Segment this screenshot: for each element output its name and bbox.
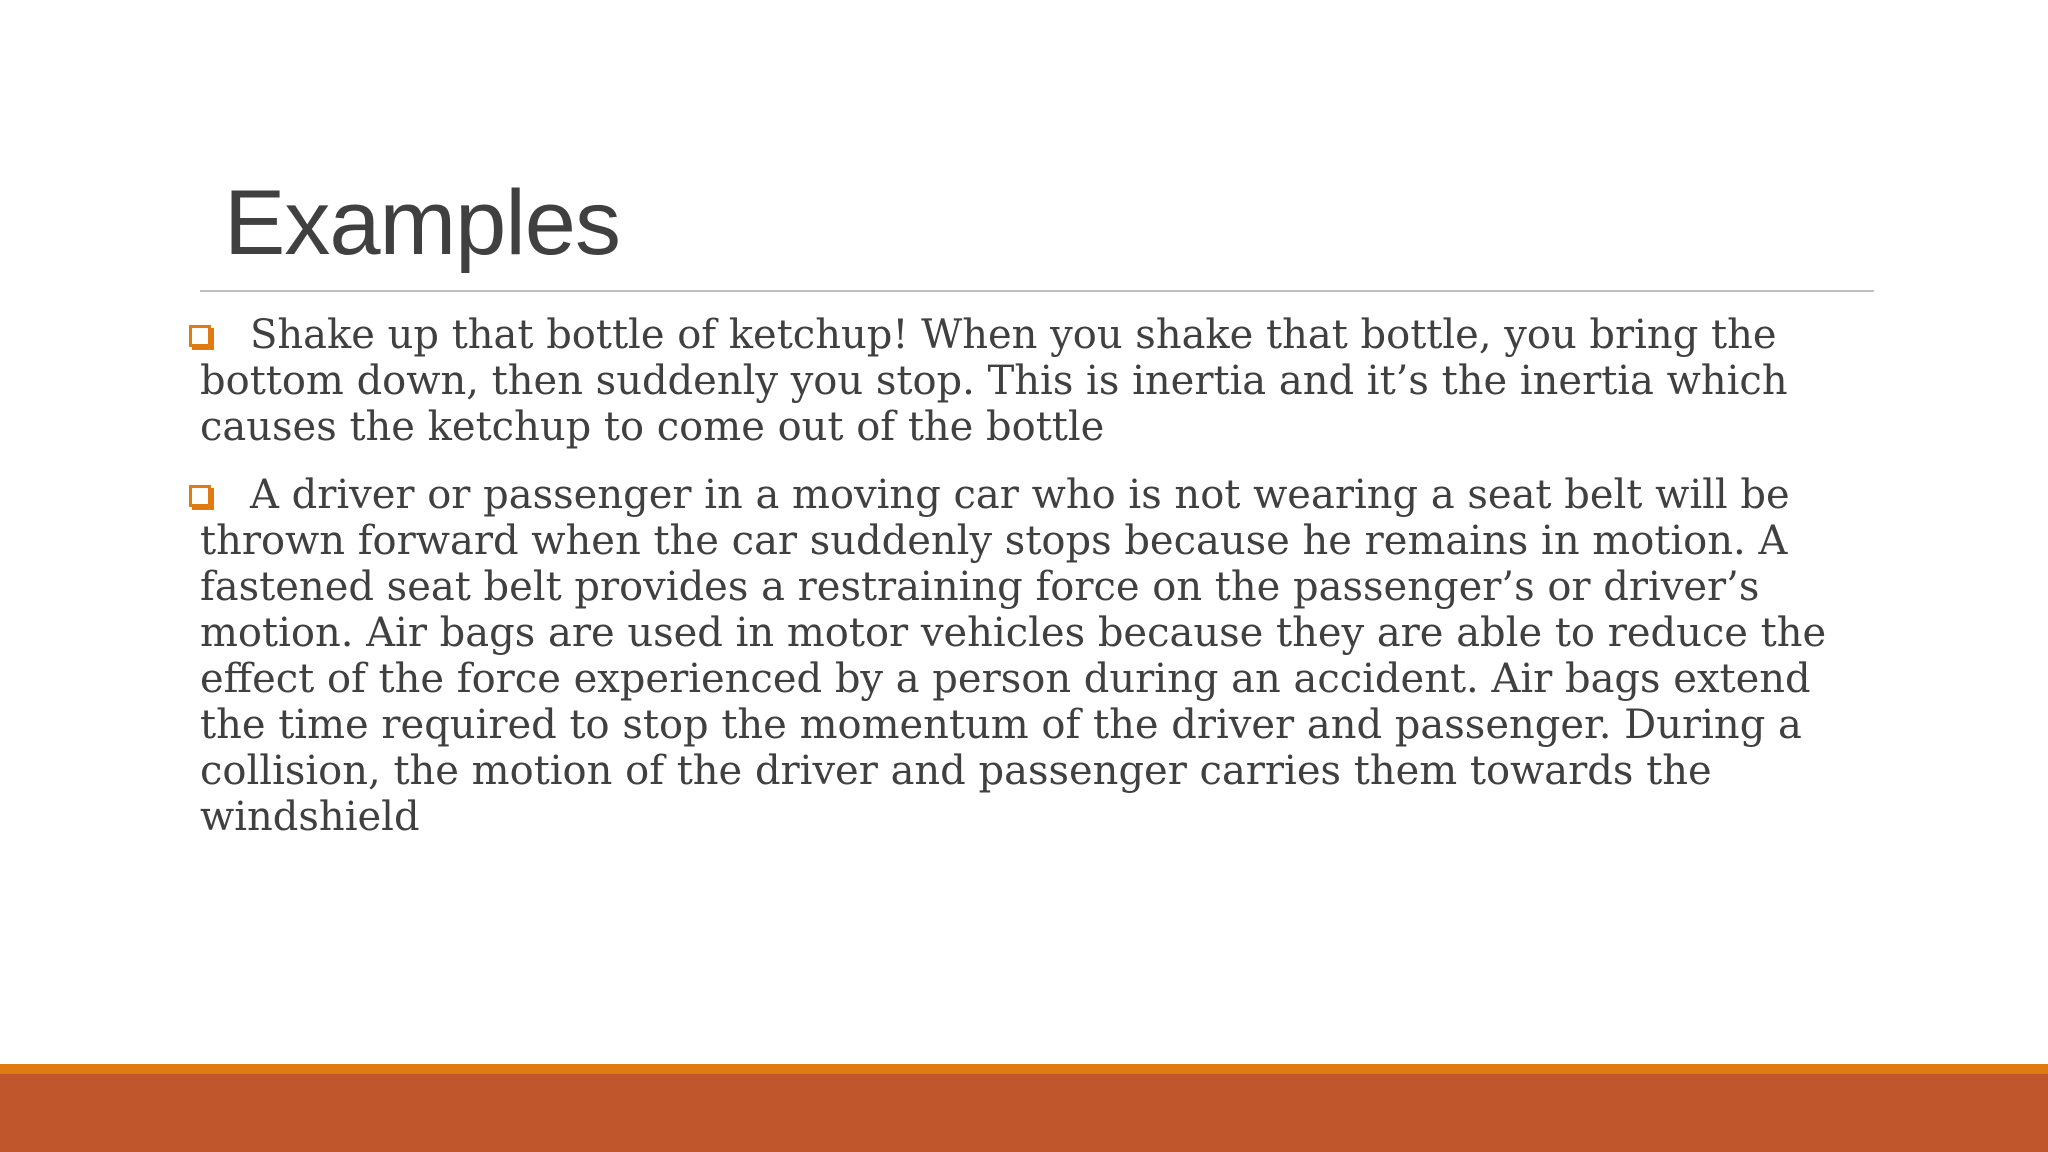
bullet-text: Shake up that bottle of ketchup! When you shake that bottle, you bring the bottom down, then suddenly you stop. This is inertia and it’s the inertia which causes the ketchup to come out of the bottle bbox=[200, 312, 1788, 450]
bullet-text: A driver or passenger in a moving car who is not wearing a seat belt will be thrown forward when the car suddenly stops because he remains in motion. A fastened seat belt provides a restraining force on the passenger’s or driver’s motion. Air bags are used in motor vehicles because they are able to reduce the effect of the force experienced by a person during an accident. Air bags extend the time required to stop the momentum of the driver and passenger. During a collision, the motion of the driver and passenger carries them towards the windshield bbox=[200, 472, 1827, 840]
checkbox-icon bbox=[189, 485, 211, 507]
footer-accent-stripe bbox=[0, 1064, 2048, 1074]
bullet-item bbox=[200, 472, 1870, 840]
slide-title: Examples bbox=[224, 172, 620, 274]
slide-body bbox=[200, 312, 1870, 862]
checkbox-icon bbox=[189, 325, 211, 347]
footer-bar bbox=[0, 1074, 2048, 1152]
bullet-item bbox=[200, 312, 1870, 450]
title-divider bbox=[200, 290, 1874, 292]
